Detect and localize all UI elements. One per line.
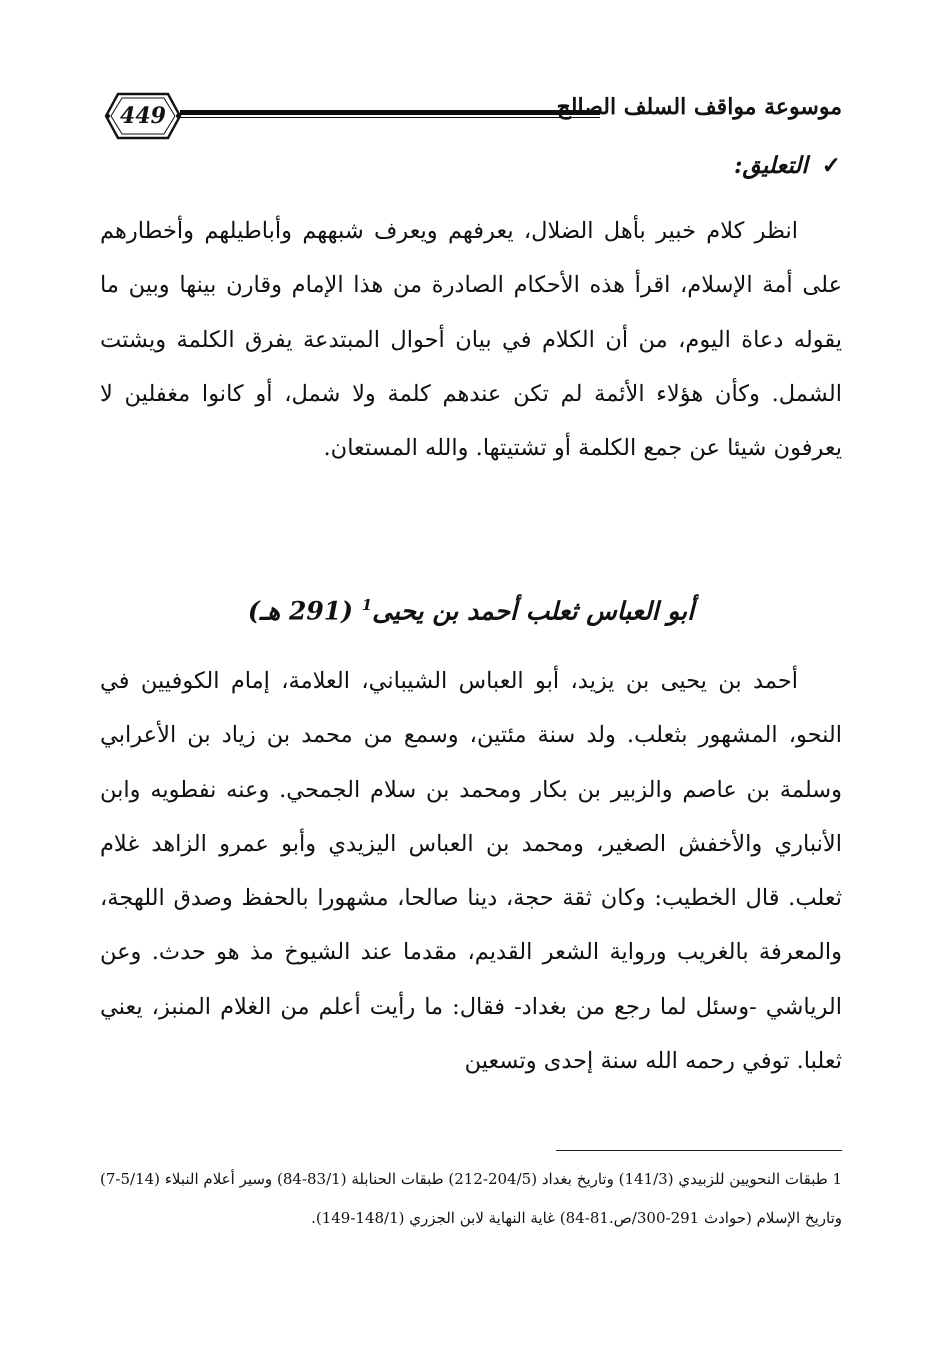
biography-heading-name: أبو العباس ثعلب أحمد بن يحيى [372, 596, 695, 626]
header-rule-thin [180, 117, 600, 118]
comment-heading [734, 152, 841, 179]
page-header [100, 92, 842, 144]
page-number-badge [104, 92, 182, 140]
footnote-ref: 1 [361, 596, 373, 614]
header-rule-thick [180, 110, 600, 115]
page-number: 449 [120, 103, 166, 129]
comment-heading-text: التعليق: [734, 152, 808, 179]
check-mark-icon: ✓ [821, 152, 841, 179]
biography-heading-date: (291 هـ) [247, 596, 353, 626]
biography-paragraph: أحمد بن يحيى بن يزيد، أبو العباس الشيباني، العلامة، إمام الكوفيين في النحو، المشهور بثعلب. ولد سنة مئتين، وسمع من محمد بن زياد بن الأعرابي وسلمة بن عاصم والزبير بن بكار ومحمد بن سلام الجمحي. وعنه نفطويه وابن الأنباري والأخفش الصغير، ومحمد بن العباس اليزيدي وأبو عمرو الزاهد غلام ثعلب. قال الخطيب: وكان ثقة حجة، دينا صالحا، مشهورا بالحفظ وصدق اللهجة، والمعرفة بالغريب ورواية الشعر القديم، مقدما عند الشيوخ مذ هو حدث. وعن الرياشي -وسئل لما رجع من بغداد- فقال: ما رأيت أعلم من الغلام المنبز، يعني ثعلبا. توفي رحمه الله سنة إحدى وتسعين [100, 668, 842, 1075]
footnote-separator [556, 1150, 842, 1151]
series-title: موسوعة مواقف السلف الصالح [556, 94, 842, 120]
footnote-text: 1 طبقات النحويين للزبيدي (141/3) وتاريخ بغداد (204/5-212) طبقات الحنابلة (83/1-84) وسير أعلام النبلاء (5/14-7) وتاريخ الإسلام (حوادث 291-300/ص.81-84) غاية النهاية لابن الجزري (148/1-149). [100, 1170, 843, 1227]
comment-paragraph: انظر كلام خبير بأهل الضلال، يعرفهم ويعرف شبههم وأباطيلهم وأخطارهم على أمة الإسلام، اقرأ هذه الأحكام الصادرة من هذا الإمام وقارن بينها وبين ما يقوله دعاة اليوم، من أن الكلام في بيان أحوال المبتدعة يفرق الكلمة ويشتت الشمل. وكأن هؤلاء الأئمة لم تكن عندهم كلمة ولا شمل، أو كانوا مغفلين لا يعرفون شيئا عن جمع الكلمة أو تشتيتها. والله المستعان. [100, 218, 842, 462]
header-rule [180, 108, 600, 120]
biography-heading [100, 596, 842, 625]
